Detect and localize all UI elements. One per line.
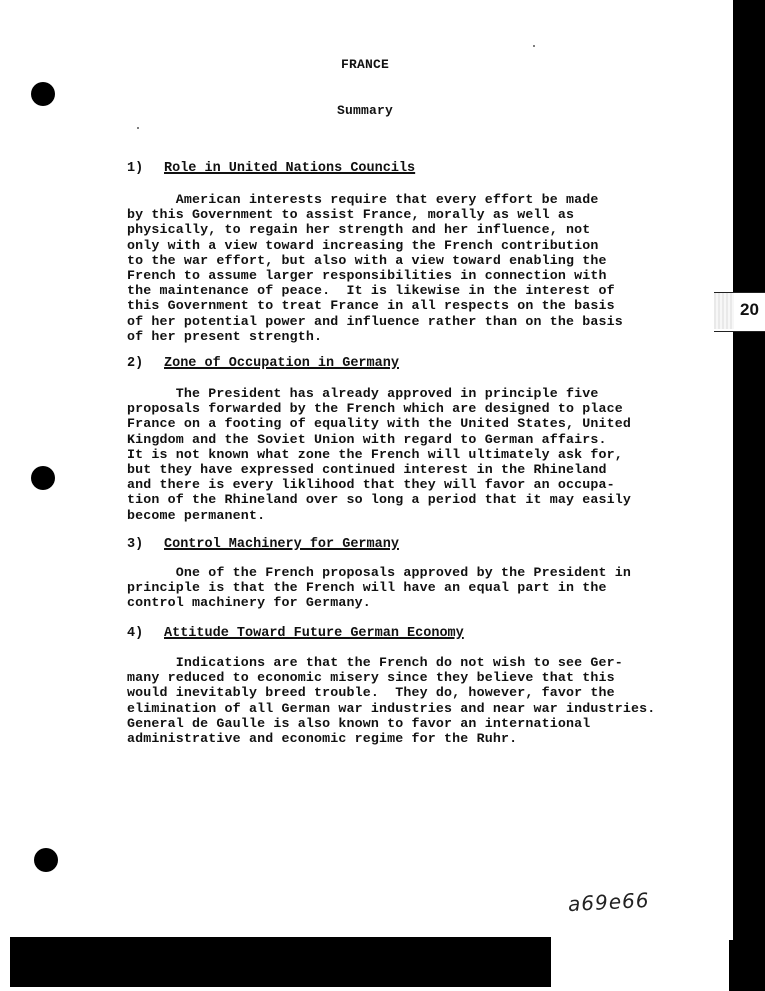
section-number: 3) <box>127 537 144 552</box>
text-line: control machinery for Germany. <box>127 595 371 611</box>
document-title <box>0 57 730 72</box>
section-title: Role in United Nations Councils <box>164 161 416 176</box>
section-heading-1 <box>127 161 415 176</box>
text-line: and there is every liklihood that they will favor an occupa- <box>127 477 615 493</box>
text-line: elimination of all German war industries and near war industries. <box>127 700 656 716</box>
text-line: of her present strength. <box>127 328 323 344</box>
document-subtitle <box>0 103 730 118</box>
subtitle-text: Summary <box>336 103 393 118</box>
section-title: Zone of Occupation in Germany <box>164 356 399 371</box>
text-line: French to assume larger responsibilities in connection with <box>127 268 607 284</box>
text-line: The President has already approved in principle five <box>127 386 599 401</box>
text-line: tion of the Rhineland over so long a period that it may easily <box>127 492 632 508</box>
text-line: Kingdom and the Soviet Union with regard to German affairs. <box>127 431 607 447</box>
text-line: by this Government to assist France, morally as well as <box>127 207 575 223</box>
scan-edge-strip <box>733 0 765 991</box>
section-heading-4 <box>127 626 464 641</box>
text-line: only with a view toward increasing the French contribution <box>127 237 599 253</box>
text-line: to the war effort, but also with a view toward enabling the <box>127 252 607 268</box>
section-3-body <box>127 565 631 611</box>
page-tab-shade <box>714 293 734 329</box>
section-heading-3 <box>127 537 399 552</box>
text-line: proposals forwarded by the French which are designed to place <box>127 401 623 417</box>
section-title: Attitude Toward Future German Economy <box>164 626 464 641</box>
hole-punch-middle <box>31 466 55 490</box>
text-line: One of the French proposals approved by the President in <box>127 565 632 580</box>
scan-edge-strip-bottom <box>729 940 765 991</box>
text-line: many reduced to economic misery since they believe that this <box>127 670 615 686</box>
scan-speck <box>137 127 139 129</box>
text-line: of her potential power and influence rather than on the basis <box>127 313 623 329</box>
text-line: physically, to regain her strength and her influence, not <box>127 222 591 238</box>
section-number: 1) <box>127 161 144 176</box>
hole-punch-bottom <box>34 848 58 872</box>
text-line: Indications are that the French do not wish to see Ger- <box>127 655 623 670</box>
section-title: Control Machinery for Germany <box>164 537 399 552</box>
text-line: American interests require that every effort be made <box>127 192 599 207</box>
section-1-body <box>127 192 623 344</box>
scan-speck <box>533 45 535 47</box>
page-number: 20 <box>740 300 759 319</box>
section-number: 4) <box>127 626 144 641</box>
section-heading-2 <box>127 356 399 371</box>
text-line: become permanent. <box>127 507 266 523</box>
redaction-bar <box>10 937 551 987</box>
text-line: the maintenance of peace. It is likewise in the interest of <box>127 283 615 299</box>
text-line: this Government to treat France in all respects on the basis <box>127 298 615 314</box>
section-number: 2) <box>127 356 144 371</box>
text-line: General de Gaulle is also known to favor an international <box>127 715 591 731</box>
text-line: France on a footing of equality with the United States, United <box>127 416 632 432</box>
text-line: administrative and economic regime for the Ruhr. <box>127 731 518 747</box>
text-line: would inevitably breed trouble. They do, however, favor the <box>127 685 615 701</box>
handwritten-annotation: a69e66 <box>567 887 651 917</box>
section-2-body <box>127 386 631 523</box>
title-text: FRANCE <box>340 57 389 72</box>
text-line: but they have expressed continued interest in the Rhineland <box>127 462 607 478</box>
section-4-body <box>127 655 655 746</box>
text-line: It is not known what zone the French will ultimately ask for, <box>127 446 623 462</box>
text-line: principle is that the French will have an equal part in the <box>127 580 607 596</box>
